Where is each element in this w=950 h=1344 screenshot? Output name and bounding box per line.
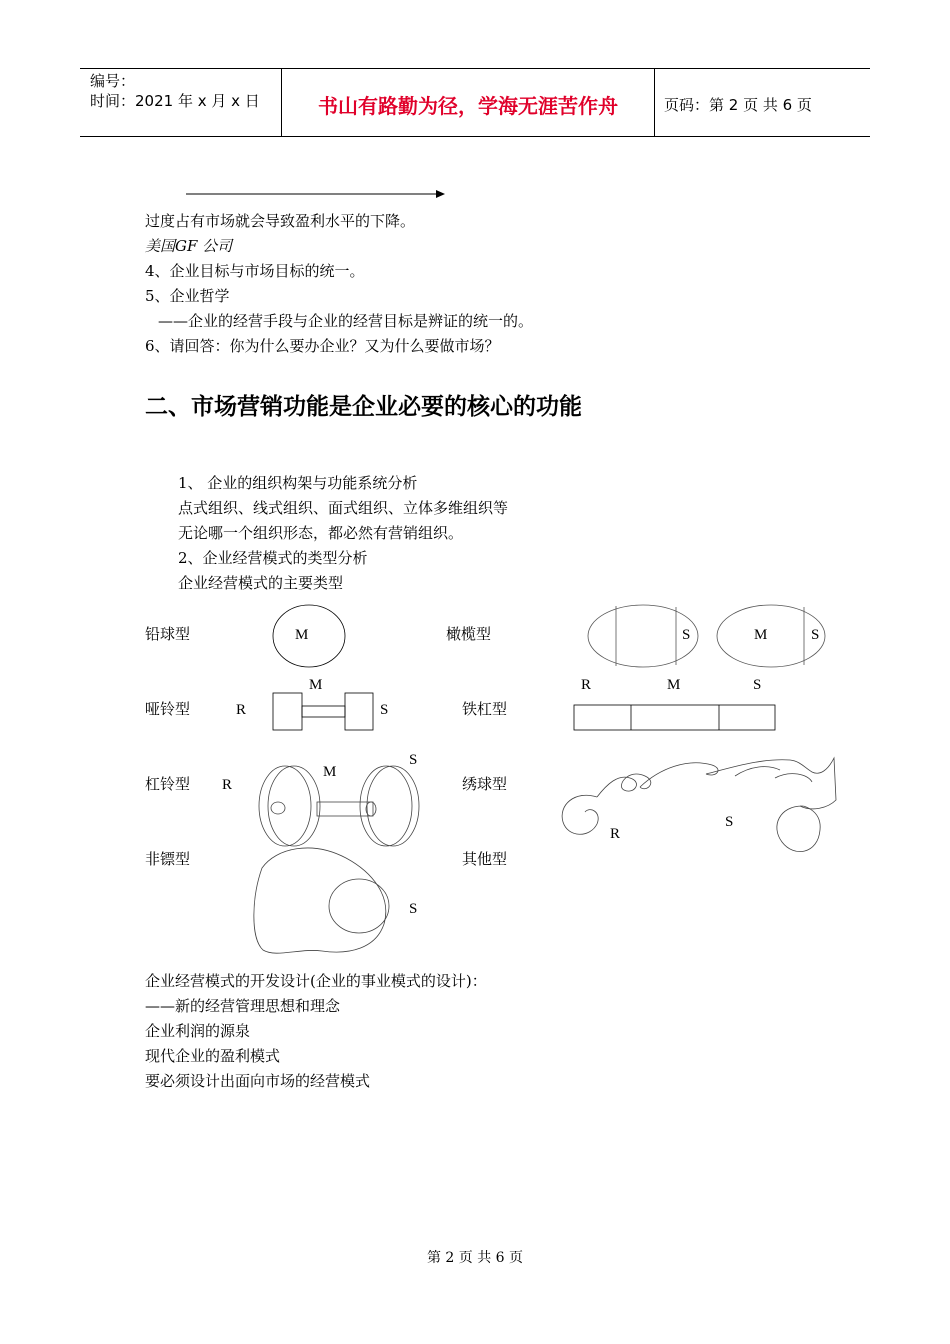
text-line-market-share: 过度占有市场就会导致盈利水平的下降。 — [145, 212, 416, 230]
letter-m: M — [754, 627, 768, 643]
letter-s: S — [409, 901, 418, 917]
embroidered-ball-shape — [562, 758, 836, 852]
olive-shapes — [588, 605, 825, 667]
header-time-label: 时间：2021 年 x 月 x 日 — [90, 92, 260, 110]
section-item-2: 2、企业经营模式的类型分析 — [178, 549, 368, 567]
letter-m: M — [667, 677, 681, 693]
header-number-label: 编号： — [90, 72, 136, 90]
section-item-1: 1、 企业的组织构架与功能系统分析 — [178, 474, 418, 492]
model-label-shot-put: 铅球型 — [145, 625, 191, 643]
text-line-item-4: 4、企业目标与市场目标的统一。 — [145, 262, 365, 280]
text-line-gf-company: 美国GF 公司 — [145, 237, 233, 255]
letter-s: S — [682, 627, 691, 643]
text-line-item-5: 5、企业哲学 — [145, 287, 230, 305]
letter-s: S — [725, 814, 734, 830]
section-item-2-a: 企业经营模式的主要类型 — [178, 574, 344, 592]
iron-bar-shape — [574, 705, 775, 730]
letter-r: R — [610, 826, 621, 842]
letter-r: R — [581, 677, 592, 693]
model-label-olive: 橄榄型 — [446, 625, 492, 643]
text-line-philosophy: ——企业的经营手段与企业的经营目标是辨证的统一的。 — [158, 312, 534, 330]
shot-put-circle — [273, 605, 345, 667]
letter-s: S — [811, 627, 820, 643]
model-label-embroidered-ball: 绣球型 — [462, 775, 508, 793]
letter-s: S — [753, 677, 762, 693]
dumbbell-shape — [273, 693, 373, 730]
design-line-4: 要必须设计出面向市场的经营模式 — [145, 1072, 371, 1090]
barbell-shape — [259, 766, 419, 846]
design-line-1: ——新的经营管理思想和理念 — [145, 997, 341, 1015]
letter-m: M — [295, 627, 309, 643]
design-line-2: 企业利润的源泉 — [145, 1022, 251, 1040]
dart-shape — [254, 848, 389, 953]
header-page-info: 页码：第 2 页 共 6 页 — [664, 96, 812, 114]
page-footer: 第 2 页 共 6 页 — [426, 1250, 524, 1266]
letter-r: R — [236, 702, 247, 718]
design-title: 企业经营模式的开发设计(企业的事业模式的设计)： — [145, 972, 487, 990]
letter-s: S — [380, 702, 389, 718]
section-item-1-a: 点式组织、线式组织、面式组织、立体多维组织等 — [178, 499, 509, 517]
section-item-1-b: 无论哪一个组织形态，都必然有营销组织。 — [178, 524, 464, 542]
text-line-item-6: 6、请回答：你为什么要办企业？又为什么要做市场？ — [145, 337, 500, 355]
header-motto: 书山有路勤为径，学海无涯苦作舟 — [318, 94, 618, 118]
model-label-dart: 非镖型 — [145, 850, 191, 868]
design-line-3: 现代企业的盈利模式 — [145, 1047, 281, 1065]
arrow-line — [186, 190, 445, 198]
letter-m: M — [323, 764, 337, 780]
model-label-other: 其他型 — [462, 850, 508, 868]
model-label-barbell: 杠铃型 — [145, 775, 191, 793]
model-label-dumbbell: 哑铃型 — [145, 700, 191, 718]
letter-s: S — [409, 752, 418, 768]
letter-m: M — [309, 677, 323, 693]
section-heading: 二、市场营销功能是企业必要的核心的功能 — [145, 394, 582, 420]
letter-r: R — [222, 777, 233, 793]
model-label-iron-bar: 铁杠型 — [462, 700, 508, 718]
